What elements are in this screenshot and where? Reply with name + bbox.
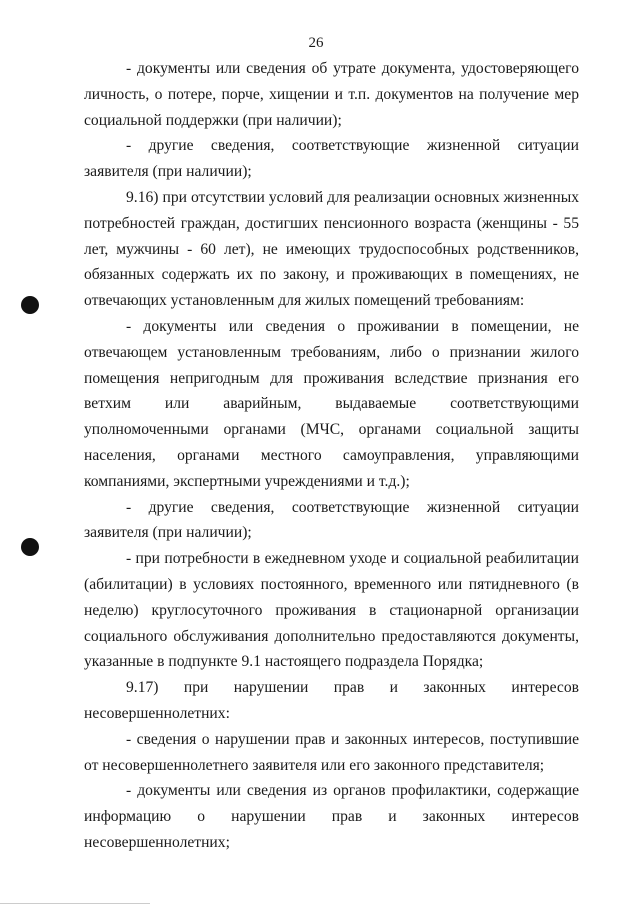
- paragraph-other-info-1: - другие сведения, соответствующие жизненной ситуации заявителя (при наличии);: [84, 137, 579, 181]
- page-number: 26: [308, 35, 324, 51]
- paragraph-prevention-bodies: - документы или сведения из органов профилактики, содержащие информацию о нарушении прав и законных интересов несовершеннолетних;: [84, 782, 579, 851]
- bottom-rule: [0, 903, 150, 904]
- paragraph-item-9-16: 9.16) при отсутствии условий для реализации основных жизненных потребностей граждан, достигших пенсионного возраста (женщины - 55 лет, мужчины - 60 лет), не имеющих трудоспособных родственников, обязанных содержать их по закону, и проживающих в помещениях, не отвечающих установленным для жилых помещений требованиям:: [84, 188, 579, 310]
- punch-hole-bottom: [21, 538, 39, 556]
- punch-hole-top: [21, 296, 39, 314]
- document-body: [84, 56, 579, 856]
- paragraph-other-info-2: - другие сведения, соответствующие жизненной ситуации заявителя (при наличии);: [84, 498, 579, 542]
- paragraph-housing-documents: - документы или сведения о проживании в помещении, не отвечающем установленным требованиям, либо о признании жилого помещения непригодным для проживания вследствие признания его ветхим или аварийным, выдаваемые соответствующими уполномоченными органами (МЧС, органами социальной защиты населения, органами местного самоуправления, управляющими компаниями, экспертными учреждениями и т.д.);: [84, 317, 579, 490]
- paragraph-daily-care: - при потребности в ежедневном уходе и социальной реабилитации (абилитации) в условиях постоянного, временного или пятидневного (в неделю) круглосуточного проживания в стационарной организации социального обслуживания дополнительно предоставляются документы, указанные в подпункте 9.1 настоящего подраздела Порядка;: [84, 550, 579, 671]
- paragraph-lost-documents: - документы или сведения об утрате документа, удостоверяющего личность, о потере, порче, хищении и т.п. документов на получение мер социальной поддержки (при наличии);: [84, 60, 579, 129]
- paragraph-rights-violation: - сведения о нарушении прав и законных интересов, поступившие от несовершеннолетнего заявителя или его законного представителя;: [84, 730, 579, 774]
- paragraph-item-9-17: 9.17) при нарушении прав и законных интересов несовершеннолетних:: [84, 679, 579, 722]
